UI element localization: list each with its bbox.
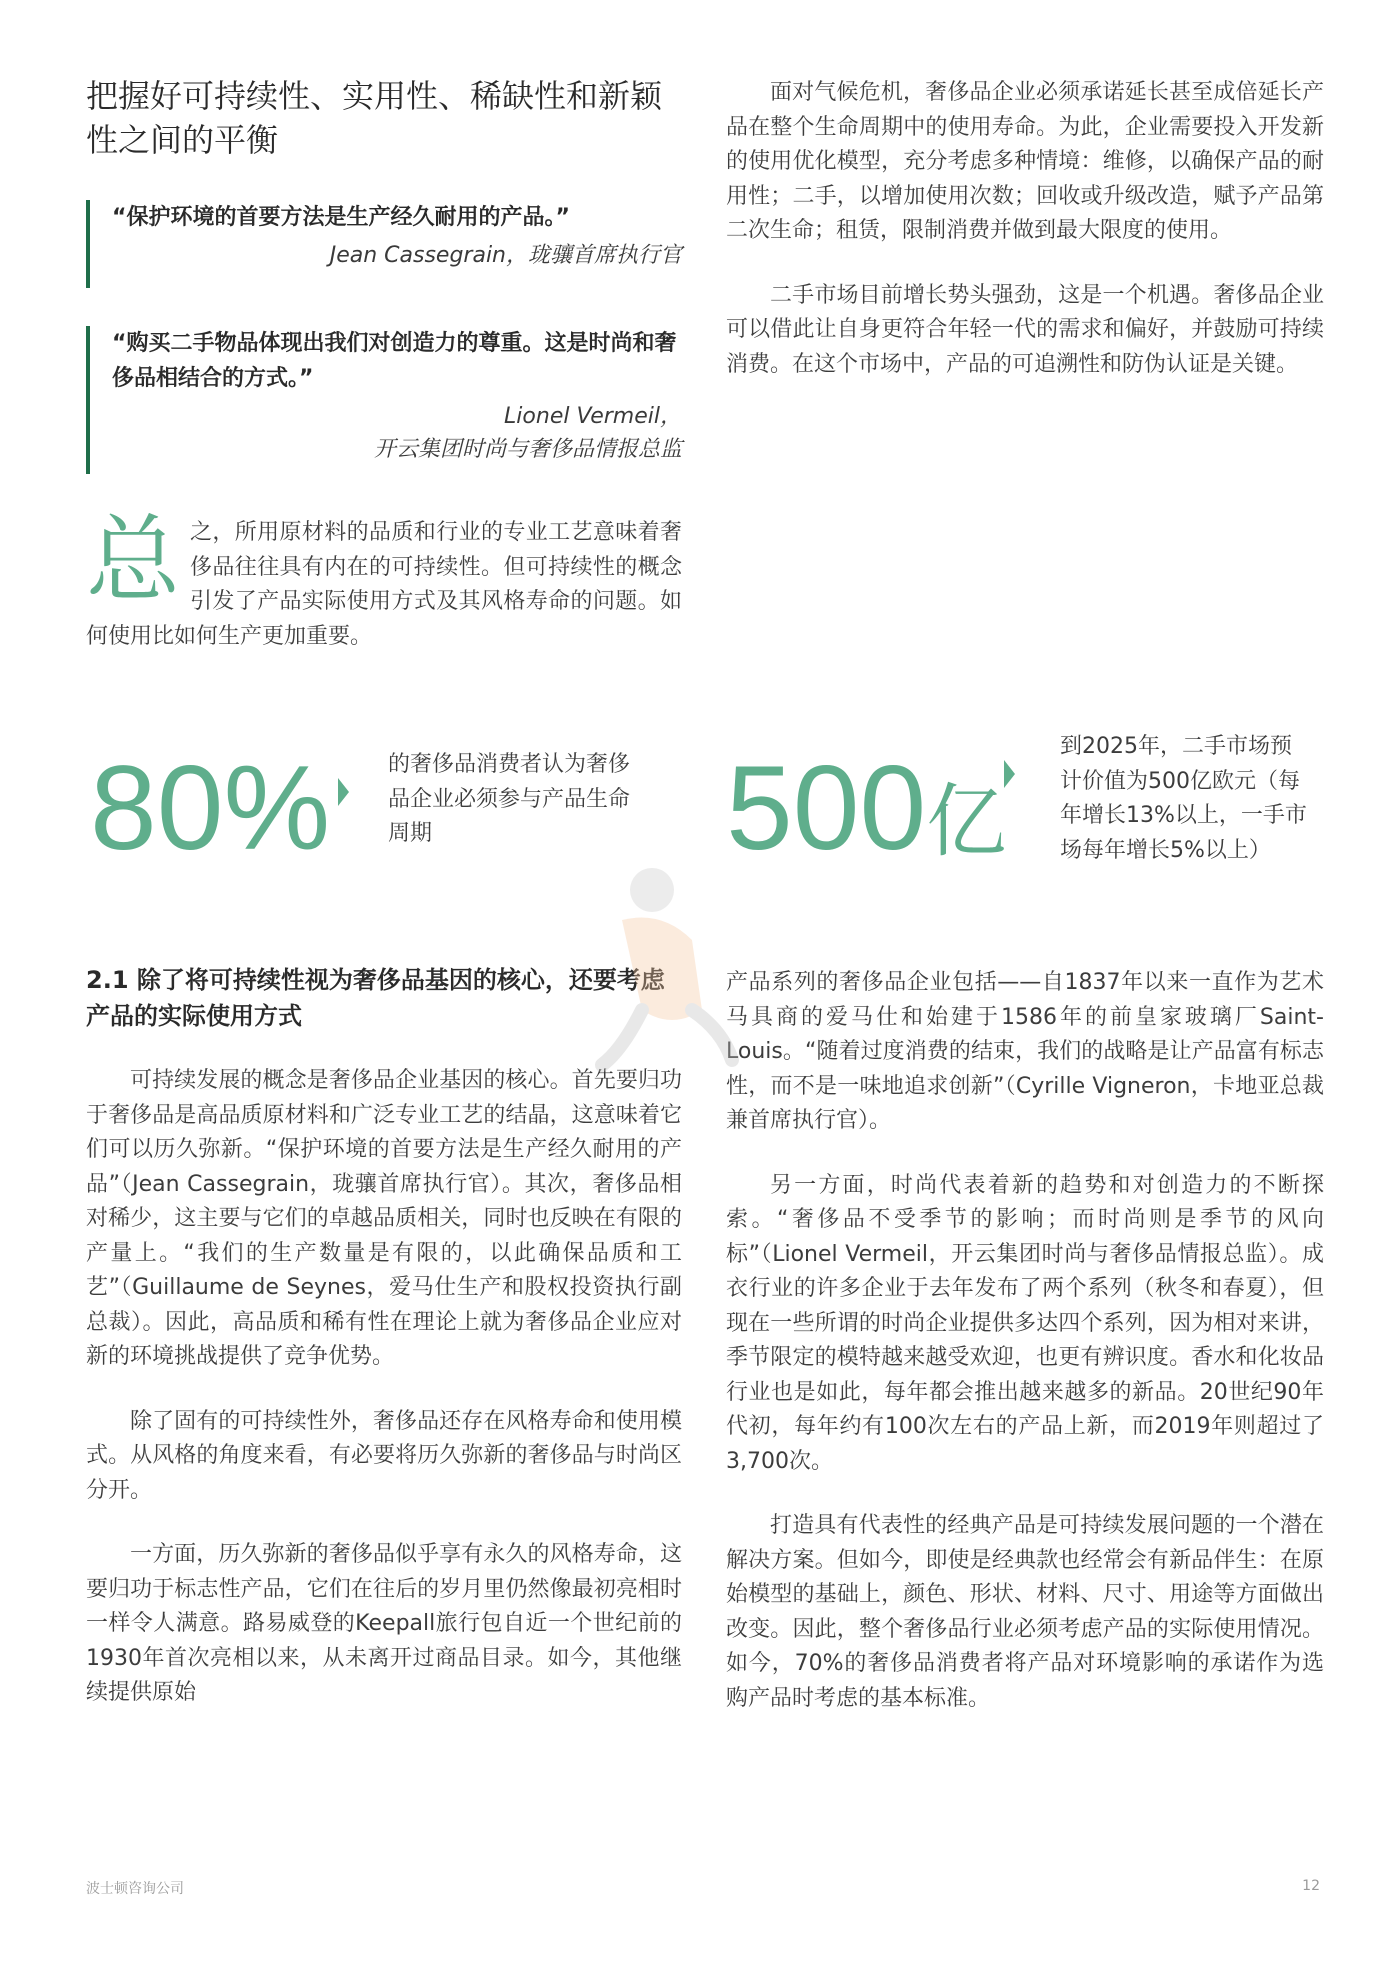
- body-paragraph: 另一方面，时尚代表着新的趋势和对创造力的不断探索。“奢侈品不受季节的影响；而时尚则是季节的风向标”（Lionel Vermeil，开云集团时尚与奢侈品情报总监）。成衣行业的许多企业于去年发布了两个系列（秋冬和春夏），但现在一些所谓的时尚企业提供多达四个系列，因为相对来讲，季节限定的模特越来越受欢迎，也更有辨识度。香水和化妆品行业也是如此，每年都会推出越来越多的新品。20世纪90年代初，每年约有100次左右的产品上新，而2019年则超过了3,700次。: [726, 1172, 1324, 1474]
- body-paragraph: 二手市场目前增长势头强劲，这是一个机遇。奢侈品企业可以借此让自身更符合年轻一代的需求和偏好，并鼓励可持续消费。在这个市场中，产品的可追溯性和防伪认证是关键。: [726, 282, 1324, 377]
- quote-author-line1: Lionel Vermeil，: [504, 404, 682, 429]
- section-title: 把握好可持续性、实用性、稀缺性和新颖性之间的平衡: [86, 77, 663, 159]
- stat-500-desc: 到2025年，二手市场预计价值为500亿欧元（每年增长13%以上，一手市场每年增长5%以上）: [1060, 734, 1307, 863]
- watermark-figure-icon: [582, 860, 742, 1080]
- quote-author: Jean Cassegrain，珑骧首席执行官: [329, 243, 682, 268]
- stat-80-desc: 的奢侈品消费者认为奢侈品企业必须参与产品生命周期: [388, 752, 631, 846]
- body-paragraph: 可持续发展的概念是奢侈品企业基因的核心。首先要归功于奢侈品是高品质原材料和广泛专业工艺的结晶，这意味着它们可以历久弥新。“保护环境的首要方法是生产经久耐用的产品”（Jean Cassegrain，珑骧首席执行官）。其次，奢侈品相对稀少，这主要与它们的卓越品质相关，同时也反映在有限的产量上。“我们的生产数量是有限的，以此确保品质和工艺”（Guillaume de Seynes，爱马仕生产和股权投资执行副总裁）。因此，高品质和稀有性在理论上就为奢侈品企业应对新的环境挑战提供了竞争优势。: [86, 1068, 682, 1369]
- right-top-body: [726, 76, 1324, 382]
- subsection-title: 2.1 除了将可持续性视为奢侈品基因的核心，还要考虑产品的实际使用方式: [86, 966, 665, 1030]
- quote-text: “购买二手物品体现出我们对创造力的尊重。这是时尚和奢侈品相结合的方式。”: [112, 331, 677, 391]
- body-paragraph: 除了固有的可持续性外，奢侈品还存在风格寿命和使用模式。从风格的角度来看，有必要将历久弥新的奢侈品与时尚区分开。: [86, 1408, 682, 1503]
- stat-500-number: [726, 741, 1007, 875]
- footer-company: 波士顿咨询公司: [86, 1881, 184, 1897]
- body-paragraph: 打造具有代表性的经典产品是可持续发展问题的一个潜在解决方案。但如今，即使是经典款也经常会有新品伴生：在原始模型的基础上，颜色、形状、材料、尺寸、用途等方面做出改变。因此，整个奢侈品行业必须考虑产品的实际使用情况。如今，70%的奢侈品消费者将产品对环境影响的承诺作为选购产品时考虑的基本标准。: [726, 1513, 1324, 1711]
- quote-author-line2: 开云集团时尚与奢侈品情报总监: [373, 437, 682, 462]
- left-body: [86, 1064, 682, 1711]
- stat-arrow-icon: [338, 778, 349, 806]
- quote-text: “保护环境的首要方法是生产经久耐用的产品。”: [112, 205, 570, 230]
- stat-arrow-icon: [1004, 760, 1015, 788]
- right-bottom-body: [726, 966, 1324, 1716]
- summary-text: 之，所用原材料的品质和行业的专业工艺意味着奢侈品往往具有内在的可持续性。但可持续性的概念引发了产品实际使用方式及其风格寿命的问题。如何使用比如何生产更加重要。: [86, 520, 682, 649]
- stat-80-percent: 80%: [90, 741, 331, 875]
- stat-500-value: 500: [726, 741, 927, 875]
- drop-cap: 总: [86, 506, 181, 615]
- stat-500-unit: 亿: [926, 775, 1007, 868]
- body-paragraph: 产品系列的奢侈品企业包括——自1837年以来一直作为艺术马具商的爱马仕和始建于1586年的前皇家玻璃厂Saint-Louis。“随着过度消费的结束，我们的战略是让产品富有标志性，而不是一味地追求创新”（Cyrille Vigneron，卡地亚总裁兼首席执行官）。: [726, 970, 1324, 1133]
- quote-block-2: [86, 326, 682, 474]
- page-number: 12: [1302, 1878, 1320, 1894]
- summary-paragraph: [86, 506, 682, 654]
- quote-block-1: [86, 200, 682, 288]
- body-paragraph: 面对气候危机，奢侈品企业必须承诺延长甚至成倍延长产品在整个生命周期中的使用寿命。为此，企业需要投入开发新的使用优化模型，充分考虑多种情境：维修，以确保产品的耐用性；二手，以增加使用次数；回收或升级改造，赋予产品第二次生命；租赁，限制消费并做到最大限度的使用。: [726, 80, 1324, 243]
- body-paragraph: 一方面，历久弥新的奢侈品似乎享有永久的风格寿命，这要归功于标志性产品，它们在往后的岁月里仍然像最初亮相时一样令人满意。路易威登的Keepall旅行包自近一个世纪前的1930年首次亮相以来，从未离开过商品目录。如今，其他继续提供原始: [86, 1542, 682, 1705]
